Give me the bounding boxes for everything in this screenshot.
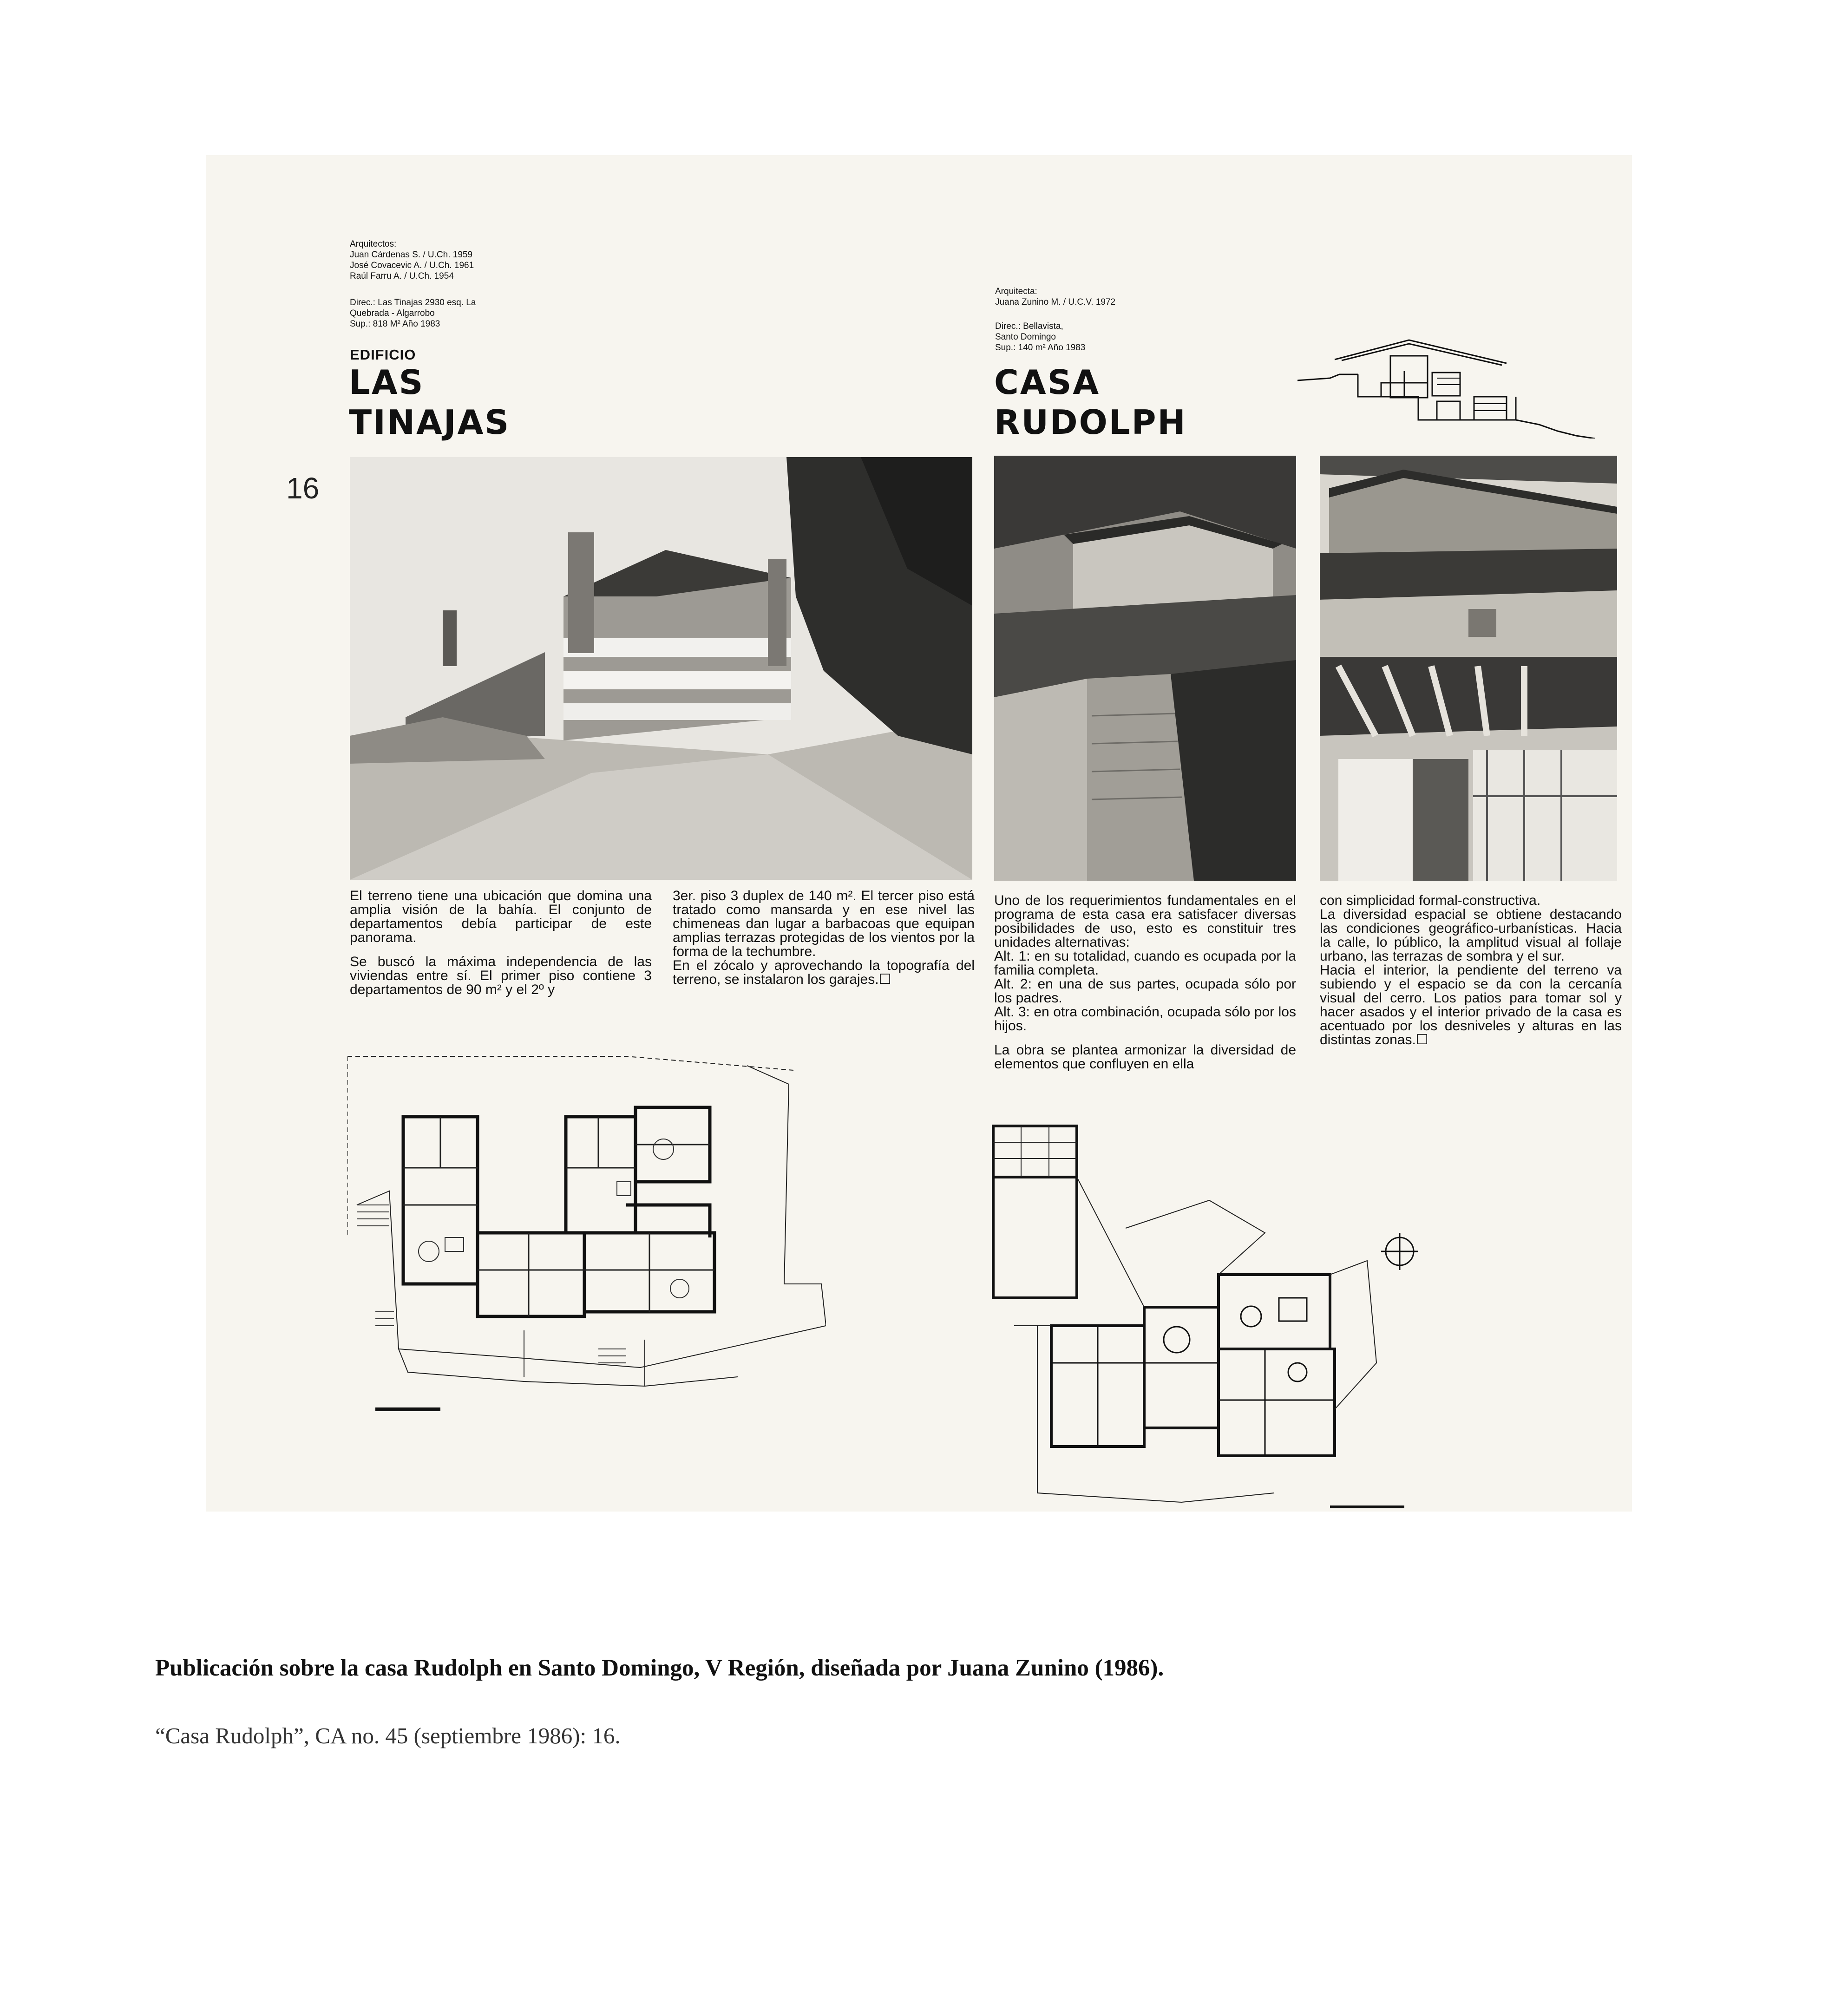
figure-source: “Casa Rudolph”, CA no. 45 (septiembre 1986): 16. — [155, 1723, 621, 1748]
credit-line: Juan Cárdenas S. / U.Ch. 1959 — [350, 250, 473, 260]
casa-rudolph-text-col2 — [1320, 894, 1622, 1057]
figure-caption: Publicación sobre la casa Rudolph en Santo Domingo, V Región, diseñada por Juana Zunino (1986). — [155, 1655, 1164, 1681]
paragraph: con simplicidad formal-constructiva. — [1320, 893, 1541, 908]
paragraph: Uno de los requerimientos fundamentales en el programa de esta casa era satisfacer diversas posibilidades de uso, esto es constituir tres unidades alternativas: — [994, 893, 1296, 950]
paragraph: 3er. piso 3 duplex de 140 m². El tercer piso está tratado como mansarda y en ese nivel las chimeneas dan lugar a barbacoas que equipan amplias terrazas protegidas de los vientos por la forma de la techumbre. — [673, 888, 975, 959]
address-line: Direc.: Las Tinajas 2930 esq. La — [350, 298, 476, 308]
casa-rudolph-floor-plan — [986, 1121, 1451, 1512]
credit-line: Arquitectos: — [350, 239, 397, 249]
left-credits — [350, 239, 563, 281]
page-number: 16 — [286, 471, 320, 505]
right-credits — [995, 286, 1190, 308]
credit-line: Juana Zunino M. / U.C.V. 1972 — [995, 297, 1116, 307]
left-kicker: EDIFICIO — [350, 347, 416, 363]
magazine-page — [206, 155, 1632, 1512]
left-title-line2: TINAJAS — [349, 403, 511, 442]
las-tinajas-building-photo — [350, 457, 972, 880]
paragraph: En el zócalo y aprovechando la topografía del terreno, se instalaron los garajes.☐ — [673, 958, 975, 987]
credit-line: Raúl Farru A. / U.Ch. 1954 — [350, 271, 454, 281]
las-tinajas-text-col2 — [673, 889, 975, 997]
address-line: Direc.: Bellavista, — [995, 321, 1063, 331]
paragraph: El terreno tiene una ubicación que domina una amplia visión de la bahía. El conjunto de departamentos debía participar de este panorama. — [350, 888, 652, 945]
right-title-line1: CASA — [994, 363, 1101, 402]
casa-rudolph-text-col1 — [994, 894, 1296, 1081]
las-tinajas-text-col1 — [350, 889, 652, 1007]
paragraph: Hacia el interior, la pendiente del terreno va subiendo y el espacio se da con la cercanía visual del cerro. Los patios para tomar sol y hacer asados y el interior privado de la casa es acentuado por los desniveles y alturas en las distintas zonas.☐ — [1320, 962, 1622, 1047]
paragraph: Alt. 1: en su totalidad, cuando es ocupada por la familia completa. — [994, 949, 1296, 978]
casa-rudolph-stairs-photo — [994, 456, 1296, 881]
credit-line: Arquitecta: — [995, 287, 1037, 296]
casa-rudolph-facade-photo — [1320, 456, 1617, 662]
address-line: Santo Domingo — [995, 332, 1056, 342]
address-line: Quebrada - Algarrobo — [350, 308, 435, 318]
right-address — [995, 321, 1190, 353]
las-tinajas-floor-plan — [347, 1052, 826, 1419]
paragraph: Se buscó la máxima independencia de las viviendas entre sí. El primer piso contiene 3 departamentos de 90 m² y el 2º y — [350, 954, 652, 997]
left-title-line1: LAS — [349, 363, 425, 402]
left-address — [350, 297, 563, 329]
address-line: Sup.: 818 M² Año 1983 — [350, 319, 440, 329]
paragraph: La obra se plantea armonizar la diversidad de elementos que confluyen en ella — [994, 1042, 1296, 1072]
address-line: Sup.: 140 m² Año 1983 — [995, 343, 1086, 353]
paragraph: Alt. 2: en una de sus partes, ocupada sólo por los padres. — [994, 976, 1296, 1006]
right-title-line2: RUDOLPH — [994, 403, 1187, 442]
house-section-drawing — [1297, 327, 1595, 439]
paragraph: La diversidad espacial se obtiene destacando las condiciones geográfico-urbanísticas. Hacia la calle, lo público, la amplitud visual al follaje urbano, las terrazas de sombra y el sur. — [1320, 907, 1622, 964]
paragraph: Alt. 3: en otra combinación, ocupada sólo por los hijos. — [994, 1004, 1296, 1034]
casa-rudolph-interior-photo — [1320, 657, 1617, 881]
credit-line: José Covacevic A. / U.Ch. 1961 — [350, 261, 474, 270]
